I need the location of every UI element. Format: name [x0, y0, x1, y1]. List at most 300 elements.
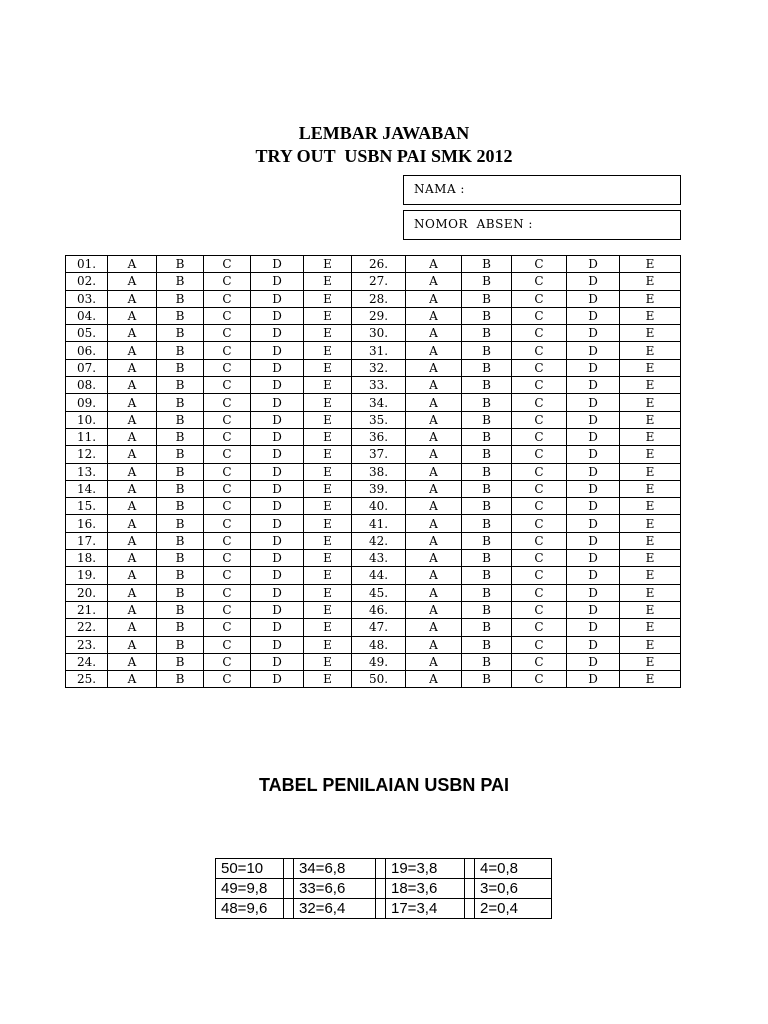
answer-option-c[interactable]: C — [204, 290, 251, 307]
answer-option-e[interactable]: E — [620, 532, 681, 549]
answer-option-e[interactable]: E — [620, 480, 681, 497]
answer-option-b[interactable]: B — [462, 619, 512, 636]
answer-option-d[interactable]: D — [251, 480, 304, 497]
answer-option-b[interactable]: B — [157, 342, 204, 359]
answer-option-b[interactable]: B — [462, 273, 512, 290]
answer-option-a[interactable]: A — [406, 463, 462, 480]
answer-option-c[interactable]: C — [204, 256, 251, 273]
answer-option-b[interactable]: B — [157, 584, 204, 601]
answer-option-c[interactable]: C — [204, 619, 251, 636]
answer-option-b[interactable]: B — [157, 446, 204, 463]
answer-option-a[interactable]: A — [406, 671, 462, 688]
answer-option-a[interactable]: A — [406, 394, 462, 411]
answer-option-e[interactable]: E — [304, 498, 352, 515]
answer-row — [66, 619, 681, 636]
answer-option-a[interactable]: A — [406, 290, 462, 307]
answer-option-e[interactable]: E — [304, 601, 352, 618]
answer-option-b[interactable]: B — [157, 463, 204, 480]
answer-option-d[interactable]: D — [567, 671, 620, 688]
answer-option-b[interactable]: B — [462, 342, 512, 359]
answer-option-e[interactable]: E — [304, 428, 352, 445]
answer-option-e[interactable]: E — [620, 307, 681, 324]
answer-option-b[interactable]: B — [157, 671, 204, 688]
answer-option-e[interactable]: E — [304, 325, 352, 342]
question-number: 42. — [352, 532, 406, 549]
answer-option-c[interactable]: C — [204, 446, 251, 463]
answer-option-e[interactable]: E — [304, 342, 352, 359]
answer-option-e[interactable]: E — [304, 377, 352, 394]
answer-option-a[interactable]: A — [108, 446, 157, 463]
answer-option-e[interactable]: E — [304, 515, 352, 532]
answer-row — [66, 359, 681, 376]
answer-option-c[interactable]: C — [204, 359, 251, 376]
score-table-title: TABEL PENILAIAN USBN PAI — [258, 775, 509, 795]
score-cell: 49=9,8 — [216, 879, 284, 899]
sheet-title: LEMBAR JAWABAN — [298, 123, 470, 143]
answer-option-b[interactable]: B — [462, 515, 512, 532]
question-number: 30. — [352, 325, 406, 342]
answer-row — [66, 446, 681, 463]
answer-option-b[interactable]: B — [157, 359, 204, 376]
answer-option-c[interactable]: C — [204, 463, 251, 480]
answer-option-a[interactable]: A — [108, 636, 157, 653]
answer-option-c[interactable]: C — [512, 671, 567, 688]
answer-option-d[interactable]: D — [251, 342, 304, 359]
answer-option-a[interactable]: A — [108, 273, 157, 290]
answer-option-c[interactable]: C — [512, 498, 567, 515]
answer-option-b[interactable]: B — [157, 394, 204, 411]
answer-option-e[interactable]: E — [304, 463, 352, 480]
answer-option-d[interactable]: D — [567, 532, 620, 549]
answer-option-d[interactable]: D — [567, 325, 620, 342]
answer-option-d[interactable]: D — [251, 498, 304, 515]
answer-option-b[interactable]: B — [157, 273, 204, 290]
answer-option-d[interactable]: D — [251, 273, 304, 290]
answer-option-e[interactable]: E — [304, 446, 352, 463]
answer-row — [66, 307, 681, 324]
answer-option-b[interactable]: B — [462, 411, 512, 428]
answer-option-a[interactable]: A — [108, 377, 157, 394]
answer-option-a[interactable]: A — [406, 307, 462, 324]
answer-option-c[interactable]: C — [204, 636, 251, 653]
answer-option-b[interactable]: B — [462, 550, 512, 567]
score-cell: 17=3,4 — [386, 899, 465, 919]
answer-option-c[interactable]: C — [204, 498, 251, 515]
answer-option-e[interactable]: E — [620, 601, 681, 618]
question-number: 05. — [66, 325, 108, 342]
answer-option-d[interactable]: D — [567, 342, 620, 359]
answer-option-b[interactable]: B — [157, 256, 204, 273]
answer-option-c[interactable]: C — [204, 515, 251, 532]
score-cell: 3=0,6 — [475, 879, 552, 899]
answer-option-b[interactable]: B — [157, 377, 204, 394]
answer-option-e[interactable]: E — [620, 671, 681, 688]
answer-option-c[interactable]: C — [204, 411, 251, 428]
question-number: 22. — [66, 619, 108, 636]
answer-option-e[interactable]: E — [304, 584, 352, 601]
answer-row — [66, 463, 681, 480]
question-number: 28. — [352, 290, 406, 307]
answer-option-e[interactable]: E — [304, 636, 352, 653]
answer-option-b[interactable]: B — [462, 498, 512, 515]
answer-option-d[interactable]: D — [567, 290, 620, 307]
answer-option-d[interactable]: D — [251, 325, 304, 342]
answer-option-d[interactable]: D — [251, 567, 304, 584]
answer-option-a[interactable]: A — [406, 359, 462, 376]
answer-option-e[interactable]: E — [620, 342, 681, 359]
answer-option-d[interactable]: D — [567, 446, 620, 463]
answer-option-b[interactable]: B — [462, 671, 512, 688]
answer-option-c[interactable]: C — [512, 584, 567, 601]
answer-option-c[interactable]: C — [512, 601, 567, 618]
answer-option-a[interactable]: A — [406, 446, 462, 463]
answer-option-c[interactable]: C — [512, 480, 567, 497]
answer-option-e[interactable]: E — [304, 671, 352, 688]
answer-option-a[interactable]: A — [406, 342, 462, 359]
score-cell: 4=0,8 — [475, 859, 552, 879]
answer-option-e[interactable]: E — [304, 550, 352, 567]
answer-option-a[interactable]: A — [108, 550, 157, 567]
answer-option-d[interactable]: D — [251, 653, 304, 670]
answer-option-d[interactable]: D — [567, 428, 620, 445]
answer-option-e[interactable]: E — [304, 290, 352, 307]
score-gap-cell — [465, 899, 475, 919]
answer-option-e[interactable]: E — [304, 480, 352, 497]
answer-option-b[interactable]: B — [462, 394, 512, 411]
answer-option-e[interactable]: E — [620, 636, 681, 653]
answer-option-d[interactable]: D — [251, 307, 304, 324]
answer-option-e[interactable]: E — [620, 567, 681, 584]
question-number: 03. — [66, 290, 108, 307]
score-table — [215, 858, 552, 919]
answer-option-b[interactable]: B — [462, 428, 512, 445]
answer-option-a[interactable]: A — [108, 411, 157, 428]
answer-option-d[interactable]: D — [567, 584, 620, 601]
answer-option-c[interactable]: C — [512, 567, 567, 584]
answer-option-c[interactable]: C — [512, 653, 567, 670]
answer-row — [66, 394, 681, 411]
answer-option-b[interactable]: B — [462, 567, 512, 584]
answer-option-e[interactable]: E — [620, 377, 681, 394]
answer-option-d[interactable]: D — [567, 394, 620, 411]
answer-option-a[interactable]: A — [108, 515, 157, 532]
answer-option-c[interactable]: C — [204, 532, 251, 549]
answer-option-c[interactable]: C — [512, 325, 567, 342]
score-table-body — [216, 859, 552, 919]
answer-option-a[interactable]: A — [406, 256, 462, 273]
answer-row — [66, 567, 681, 584]
answer-option-d[interactable]: D — [567, 653, 620, 670]
answer-option-a[interactable]: A — [406, 480, 462, 497]
answer-option-a[interactable]: A — [406, 325, 462, 342]
answer-option-c[interactable]: C — [512, 428, 567, 445]
answer-option-a[interactable]: A — [406, 428, 462, 445]
answer-option-e[interactable]: E — [620, 446, 681, 463]
question-number: 18. — [66, 550, 108, 567]
answer-option-e[interactable]: E — [304, 411, 352, 428]
question-number: 32. — [352, 359, 406, 376]
question-number: 01. — [66, 256, 108, 273]
answer-option-b[interactable]: B — [157, 567, 204, 584]
answer-option-a[interactable]: A — [108, 653, 157, 670]
question-number: 27. — [352, 273, 406, 290]
answer-option-e[interactable]: E — [620, 515, 681, 532]
answer-option-c[interactable]: C — [204, 671, 251, 688]
answer-option-e[interactable]: E — [304, 567, 352, 584]
answer-option-d[interactable]: D — [251, 550, 304, 567]
answer-table — [65, 255, 681, 688]
answer-option-a[interactable]: A — [108, 394, 157, 411]
nomor-absen-field[interactable] — [403, 210, 681, 240]
answer-option-e[interactable]: E — [304, 619, 352, 636]
answer-option-a[interactable]: A — [108, 567, 157, 584]
nama-label: NAMA : — [414, 182, 465, 196]
answer-option-b[interactable]: B — [462, 463, 512, 480]
answer-option-a[interactable]: A — [406, 601, 462, 618]
answer-option-d[interactable]: D — [251, 256, 304, 273]
answer-option-b[interactable]: B — [157, 619, 204, 636]
answer-option-c[interactable]: C — [204, 307, 251, 324]
score-cell: 32=6,4 — [294, 899, 376, 919]
answer-option-c[interactable]: C — [512, 532, 567, 549]
answer-option-d[interactable]: D — [567, 498, 620, 515]
answer-option-c[interactable]: C — [512, 359, 567, 376]
answer-option-b[interactable]: B — [157, 653, 204, 670]
answer-option-d[interactable]: D — [567, 463, 620, 480]
answer-option-e[interactable]: E — [304, 653, 352, 670]
answer-option-a[interactable]: A — [108, 325, 157, 342]
answer-option-a[interactable]: A — [406, 584, 462, 601]
answer-option-b[interactable]: B — [462, 532, 512, 549]
answer-option-e[interactable]: E — [620, 428, 681, 445]
answer-option-e[interactable]: E — [620, 394, 681, 411]
answer-option-a[interactable]: A — [406, 653, 462, 670]
answer-option-d[interactable]: D — [567, 307, 620, 324]
answer-option-d[interactable]: D — [567, 567, 620, 584]
answer-row — [66, 601, 681, 618]
answer-option-a[interactable]: A — [108, 532, 157, 549]
answer-option-e[interactable]: E — [304, 307, 352, 324]
answer-option-a[interactable]: A — [406, 636, 462, 653]
answer-option-a[interactable]: A — [108, 359, 157, 376]
answer-option-d[interactable]: D — [567, 601, 620, 618]
answer-option-c[interactable]: C — [512, 377, 567, 394]
answer-option-e[interactable]: E — [304, 394, 352, 411]
answer-option-a[interactable]: A — [108, 463, 157, 480]
answer-option-d[interactable]: D — [567, 480, 620, 497]
answer-option-a[interactable]: A — [406, 532, 462, 549]
answer-option-d[interactable]: D — [567, 515, 620, 532]
answer-option-d[interactable]: D — [251, 446, 304, 463]
answer-option-e[interactable]: E — [620, 359, 681, 376]
answer-option-b[interactable]: B — [462, 601, 512, 618]
answer-option-e[interactable]: E — [304, 256, 352, 273]
answer-option-d[interactable]: D — [567, 256, 620, 273]
answer-option-b[interactable]: B — [157, 636, 204, 653]
question-number: 44. — [352, 567, 406, 584]
nama-field[interactable] — [403, 175, 681, 205]
answer-option-c[interactable]: C — [204, 567, 251, 584]
answer-option-b[interactable]: B — [157, 411, 204, 428]
answer-option-b[interactable]: B — [157, 515, 204, 532]
answer-option-b[interactable]: B — [462, 359, 512, 376]
answer-option-c[interactable]: C — [204, 480, 251, 497]
answer-option-c[interactable]: C — [512, 411, 567, 428]
answer-option-c[interactable]: C — [512, 273, 567, 290]
answer-option-a[interactable]: A — [108, 601, 157, 618]
answer-option-d[interactable]: D — [567, 411, 620, 428]
answer-option-c[interactable]: C — [204, 550, 251, 567]
answer-option-e[interactable]: E — [620, 550, 681, 567]
answer-option-d[interactable]: D — [251, 601, 304, 618]
answer-option-c[interactable]: C — [512, 256, 567, 273]
score-cell: 33=6,6 — [294, 879, 376, 899]
answer-option-d[interactable]: D — [567, 359, 620, 376]
answer-option-b[interactable]: B — [157, 550, 204, 567]
question-number: 41. — [352, 515, 406, 532]
answer-option-a[interactable]: A — [406, 619, 462, 636]
answer-option-a[interactable]: A — [406, 411, 462, 428]
answer-option-b[interactable]: B — [462, 256, 512, 273]
answer-option-a[interactable]: A — [108, 256, 157, 273]
answer-option-a[interactable]: A — [108, 480, 157, 497]
question-number: 50. — [352, 671, 406, 688]
answer-option-a[interactable]: A — [108, 290, 157, 307]
answer-option-b[interactable]: B — [462, 290, 512, 307]
answer-option-b[interactable]: B — [462, 446, 512, 463]
answer-option-d[interactable]: D — [567, 377, 620, 394]
question-number: 39. — [352, 480, 406, 497]
answer-option-d[interactable]: D — [251, 359, 304, 376]
answer-option-d[interactable]: D — [251, 428, 304, 445]
score-gap-cell — [376, 859, 386, 879]
answer-option-c[interactable]: C — [512, 290, 567, 307]
answer-option-b[interactable]: B — [462, 377, 512, 394]
answer-option-a[interactable]: A — [406, 567, 462, 584]
answer-option-c[interactable]: C — [512, 394, 567, 411]
answer-option-b[interactable]: B — [462, 584, 512, 601]
answer-option-a[interactable]: A — [108, 307, 157, 324]
answer-option-b[interactable]: B — [462, 636, 512, 653]
answer-option-a[interactable]: A — [406, 515, 462, 532]
answer-option-c[interactable]: C — [204, 653, 251, 670]
answer-option-a[interactable]: A — [406, 273, 462, 290]
answer-option-d[interactable]: D — [251, 411, 304, 428]
answer-option-a[interactable]: A — [108, 619, 157, 636]
answer-option-a[interactable]: A — [108, 428, 157, 445]
question-number: 46. — [352, 601, 406, 618]
answer-option-d[interactable]: D — [251, 584, 304, 601]
answer-option-d[interactable]: D — [251, 515, 304, 532]
answer-option-b[interactable]: B — [157, 601, 204, 618]
answer-option-d[interactable]: D — [251, 636, 304, 653]
answer-option-a[interactable]: A — [406, 377, 462, 394]
answer-option-c[interactable]: C — [512, 636, 567, 653]
answer-option-c[interactable]: C — [512, 342, 567, 359]
answer-option-e[interactable]: E — [620, 619, 681, 636]
answer-option-c[interactable]: C — [204, 325, 251, 342]
answer-option-b[interactable]: B — [157, 428, 204, 445]
answer-option-a[interactable]: A — [108, 584, 157, 601]
answer-option-a[interactable]: A — [406, 498, 462, 515]
answer-option-d[interactable]: D — [567, 636, 620, 653]
answer-option-c[interactable]: C — [204, 394, 251, 411]
answer-option-e[interactable]: E — [620, 411, 681, 428]
answer-option-d[interactable]: D — [251, 463, 304, 480]
answer-option-c[interactable]: C — [512, 307, 567, 324]
answer-option-b[interactable]: B — [462, 480, 512, 497]
question-number: 37. — [352, 446, 406, 463]
answer-option-d[interactable]: D — [251, 377, 304, 394]
answer-option-b[interactable]: B — [462, 653, 512, 670]
answer-option-d[interactable]: D — [251, 290, 304, 307]
answer-option-c[interactable]: C — [512, 515, 567, 532]
answer-option-c[interactable]: C — [204, 377, 251, 394]
answer-option-c[interactable]: C — [512, 619, 567, 636]
answer-option-e[interactable]: E — [620, 584, 681, 601]
answer-option-e[interactable]: E — [620, 273, 681, 290]
answer-option-b[interactable]: B — [462, 307, 512, 324]
answer-option-b[interactable]: B — [157, 498, 204, 515]
answer-option-b[interactable]: B — [157, 307, 204, 324]
answer-option-c[interactable]: C — [512, 550, 567, 567]
answer-option-e[interactable]: E — [620, 325, 681, 342]
question-number: 20. — [66, 584, 108, 601]
answer-option-b[interactable]: B — [157, 480, 204, 497]
answer-option-c[interactable]: C — [512, 463, 567, 480]
answer-option-d[interactable]: D — [251, 619, 304, 636]
answer-option-b[interactable]: B — [462, 325, 512, 342]
answer-option-d[interactable]: D — [251, 532, 304, 549]
answer-option-d[interactable]: D — [567, 619, 620, 636]
answer-row — [66, 532, 681, 549]
answer-option-e[interactable]: E — [620, 290, 681, 307]
answer-option-b[interactable]: B — [157, 290, 204, 307]
answer-option-c[interactable]: C — [204, 273, 251, 290]
answer-option-e[interactable]: E — [304, 273, 352, 290]
score-gap-cell — [284, 899, 294, 919]
answer-option-e[interactable]: E — [304, 359, 352, 376]
answer-option-a[interactable]: A — [108, 498, 157, 515]
answer-option-c[interactable]: C — [204, 601, 251, 618]
answer-option-e[interactable]: E — [620, 256, 681, 273]
answer-option-d[interactable]: D — [251, 394, 304, 411]
answer-option-a[interactable]: A — [108, 342, 157, 359]
answer-option-b[interactable]: B — [157, 532, 204, 549]
answer-option-d[interactable]: D — [251, 671, 304, 688]
answer-option-c[interactable]: C — [512, 446, 567, 463]
answer-option-e[interactable]: E — [620, 498, 681, 515]
question-number: 36. — [352, 428, 406, 445]
answer-option-b[interactable]: B — [157, 325, 204, 342]
question-number: 15. — [66, 498, 108, 515]
score-gap-cell — [376, 899, 386, 919]
answer-option-d[interactable]: D — [567, 550, 620, 567]
answer-row — [66, 290, 681, 307]
answer-option-e[interactable]: E — [620, 653, 681, 670]
answer-option-a[interactable]: A — [406, 550, 462, 567]
nomor-absen-label: NOMOR ABSEN : — [414, 217, 533, 231]
answer-option-a[interactable]: A — [108, 671, 157, 688]
answer-option-c[interactable]: C — [204, 428, 251, 445]
answer-option-c[interactable]: C — [204, 584, 251, 601]
answer-option-c[interactable]: C — [204, 342, 251, 359]
answer-option-e[interactable]: E — [620, 463, 681, 480]
answer-row — [66, 428, 681, 445]
score-row — [216, 879, 552, 899]
answer-option-e[interactable]: E — [304, 532, 352, 549]
answer-option-d[interactable]: D — [567, 273, 620, 290]
